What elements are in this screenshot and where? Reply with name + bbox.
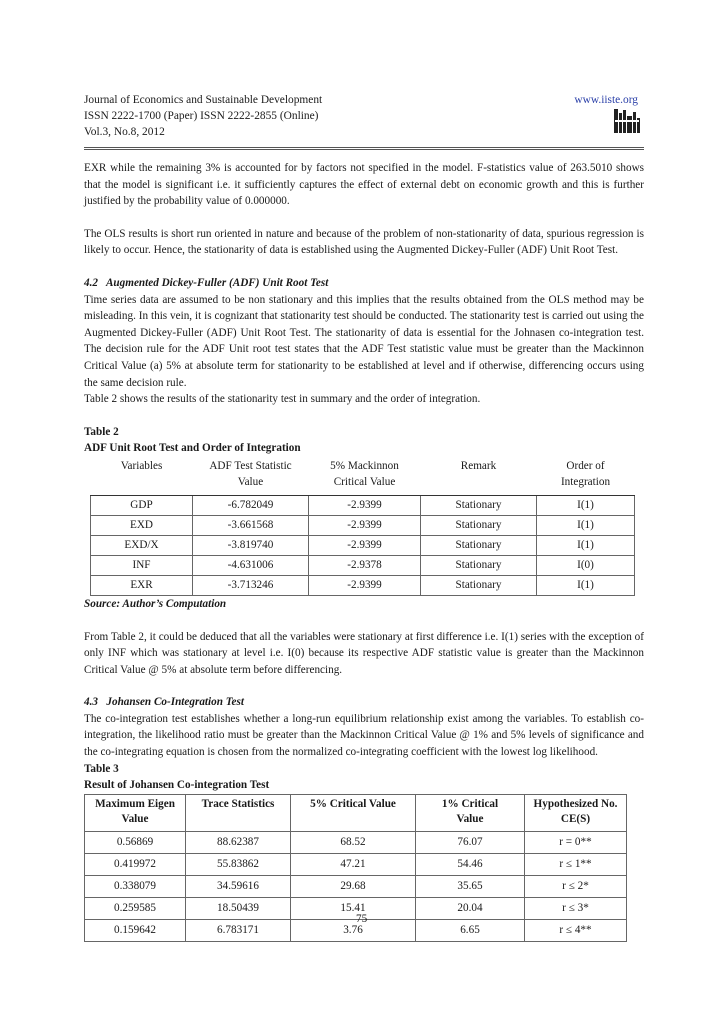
table-cell: 3.76 xyxy=(291,919,416,941)
issn-line: ISSN 2222-1700 (Paper) ISSN 2222-2855 (Online) xyxy=(84,110,319,123)
table-row xyxy=(91,495,635,515)
table-row xyxy=(85,853,627,875)
table-header-cell: 5% Critical Value xyxy=(291,794,416,831)
table-cell: -2.9399 xyxy=(309,495,421,515)
table-cell: I(1) xyxy=(537,575,635,595)
table-cell: I(1) xyxy=(537,535,635,555)
table-cell: -2.9399 xyxy=(309,575,421,595)
table-cell: Stationary xyxy=(421,555,537,575)
section-heading-4-3: 4.3 Johansen Co-Integration Test xyxy=(84,696,244,709)
table-cell: -3.819740 xyxy=(193,535,309,555)
section-heading-4-2: 4.2 Augmented Dickey-Fuller (ADF) Unit Root Test xyxy=(84,276,329,289)
table-cell: 29.68 xyxy=(291,875,416,897)
table-2-label: Table 2 xyxy=(84,425,119,438)
table-3-title: Result of Johansen Co-integration Test xyxy=(84,779,270,792)
table-3-label: Table 3 xyxy=(84,762,119,775)
table-cell: r ≤ 1** xyxy=(525,853,627,875)
table-cell: 0.338079 xyxy=(85,875,186,897)
table-cell: 15.41 xyxy=(291,897,416,919)
table-cell: 6.783171 xyxy=(186,919,291,941)
table-cell: 0.56869 xyxy=(85,831,186,853)
table-cell: 55.83862 xyxy=(186,853,291,875)
table-cell: -6.782049 xyxy=(193,495,309,515)
table-cell: -3.713246 xyxy=(193,575,309,595)
table-cell: 34.59616 xyxy=(186,875,291,897)
table-cell: GDP xyxy=(91,495,193,515)
table-2-source: Source: Author’s Computation xyxy=(84,597,227,610)
table-row xyxy=(91,555,635,575)
table-cell: Stationary xyxy=(421,515,537,535)
table-cell: 0.159642 xyxy=(85,919,186,941)
table-cell: I(1) xyxy=(537,515,635,535)
volume-line: Vol.3, No.8, 2012 xyxy=(84,126,165,139)
table-cell: 35.65 xyxy=(416,875,525,897)
running-header xyxy=(84,92,644,142)
table-cell: Stationary xyxy=(421,495,537,515)
table-header-cell: Remark xyxy=(421,457,537,496)
table-cell: -3.661568 xyxy=(193,515,309,535)
table-cell: Stationary xyxy=(421,535,537,555)
paragraph: Time series data are assumed to be non stationary and this implies that the results obtained from the OLS method may be misleading. In this vein, it is cognizant that stationarity test should be conducted. The stationarity test is carried out using the Augmented Dickey-Fuller (ADF) Unit Root Test. The stationarity of data is essential for the Johnasen co-integration test. The decision rule for the ADF Unit root test states that the ADF Test statistic value must be greater than the Mackinnon Critical Value (a) 5% at absolute term for stationarity to be established at level and if otherwise, differencing occurs using the same decision rule. xyxy=(84,293,644,389)
table-header-cell: 5% Mackinnon Critical Value xyxy=(309,457,421,496)
table-cell: 0.259585 xyxy=(85,897,186,919)
paragraph: The co-integration test establishes whether a long-run equilibrium relationship exist among the variables. To establish co-integration, the likelihood ratio must be greater than the Mackinnon Critical Value @ 1% and 5% levels of significance and the co-integrating equation is chosen from the normalized co-integrating coefficient with the lowest log likelihood. xyxy=(84,712,644,759)
table-cell: I(1) xyxy=(537,495,635,515)
header-rule xyxy=(84,147,644,150)
journal-name: Journal of Economics and Sustainable Development xyxy=(84,94,323,106)
iiste-logo-icon xyxy=(614,108,640,134)
table-cell: INF xyxy=(91,555,193,575)
page-number: 75 xyxy=(356,913,368,925)
table-cell: 20.04 xyxy=(416,897,525,919)
table-cell: EXD/X xyxy=(91,535,193,555)
table-header-cell: Trace Statistics xyxy=(186,794,291,831)
paragraph: From Table 2, it could be deduced that all the variables were stationary at first difference i.e. I(1) series with the exception of only INF which was stationary at level i.e. I(0) because its respective ADF statistic value is greater than the Mackinnon Critical Value @ 5% at absolute term before differencing. xyxy=(84,630,644,676)
table-cell: I(0) xyxy=(537,555,635,575)
table-cell: -2.9399 xyxy=(309,515,421,535)
table-cell: EXR xyxy=(91,575,193,595)
table-header-cell: Order of Integration xyxy=(537,457,635,496)
page-body xyxy=(84,92,644,942)
table-2 xyxy=(90,457,635,596)
table-cell: 88.62387 xyxy=(186,831,291,853)
table-cell: r ≤ 2* xyxy=(525,875,627,897)
table-cell: EXD xyxy=(91,515,193,535)
table-cell: r = 0** xyxy=(525,831,627,853)
table-header-cell: 1% Critical Value xyxy=(416,794,525,831)
table-cell: Stationary xyxy=(421,575,537,595)
paragraph: Table 2 shows the results of the stationarity test in summary and the order of integration. xyxy=(84,393,481,406)
table-cell: 47.21 xyxy=(291,853,416,875)
table-2-title: ADF Unit Root Test and Order of Integration xyxy=(84,442,301,455)
table-cell: 54.46 xyxy=(416,853,525,875)
table-cell: 68.52 xyxy=(291,831,416,853)
table-cell: -2.9378 xyxy=(309,555,421,575)
journal-url-link[interactable]: www.iiste.org xyxy=(574,94,638,106)
table-header-cell: ADF Test Statistic Value xyxy=(193,457,309,496)
table-cell: r ≤ 4** xyxy=(525,919,627,941)
paragraph: EXR while the remaining 3% is accounted for by factors not specified in the model. F-statistics value of 263.5010 shows that the model is significant i.e. it sufficiently captures the effect of external debt on economic growth and this is further justified by the probability value of 0.000000. xyxy=(84,162,644,208)
table-row xyxy=(85,831,627,853)
table-row xyxy=(91,575,635,595)
table-cell: 18.50439 xyxy=(186,897,291,919)
paragraph: The OLS results is short run oriented in nature and because of the problem of non-stationarity of data, spurious regression is likely to occur. Hence, the stationarity of data is established using the Augmented Dickey-Fuller (ADF) Unit Root Test. xyxy=(84,227,644,257)
table-cell: -2.9399 xyxy=(309,535,421,555)
table-cell: 76.07 xyxy=(416,831,525,853)
table-cell: 6.65 xyxy=(416,919,525,941)
table-header-cell: Maximum Eigen Value xyxy=(85,794,186,831)
table-cell: -4.631006 xyxy=(193,555,309,575)
table-cell: 0.419972 xyxy=(85,853,186,875)
table-cell: r ≤ 3* xyxy=(525,897,627,919)
table-row xyxy=(85,875,627,897)
table-row xyxy=(91,515,635,535)
table-row xyxy=(91,535,635,555)
table-header-cell: Variables xyxy=(91,457,193,496)
table-header-cell: Hypothesized No. CE(S) xyxy=(525,794,627,831)
